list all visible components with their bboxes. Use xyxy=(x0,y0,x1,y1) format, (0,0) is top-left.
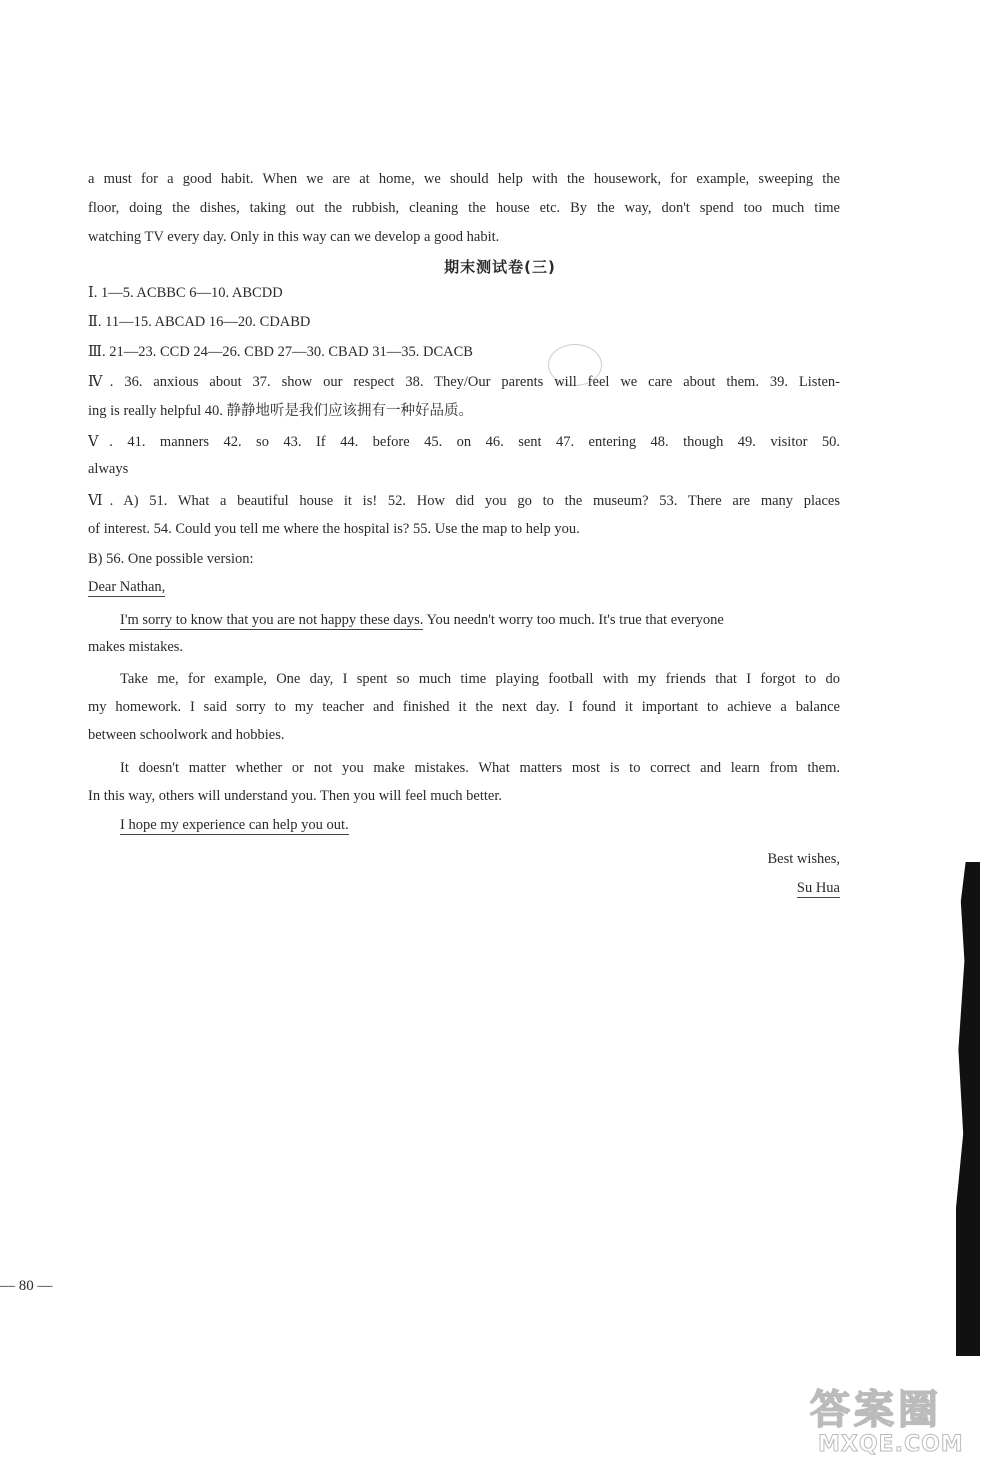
intro-line-1: a must for a good habit. When we are at home, we should help with the housework, for example, sweeping the xyxy=(88,171,840,187)
site-watermark xyxy=(810,1378,995,1468)
letter-p3-line-1: It doesn't matter whether or not you make mistakes. What matters most is to correct and learn from them. xyxy=(120,760,840,776)
letter-p3-line-2: In this way, others will understand you. Then you will feel much better. xyxy=(88,788,502,804)
page-number: — 80 — xyxy=(0,1278,53,1294)
letter-p4 xyxy=(120,816,840,834)
intro-line-3: watching TV every day. Only in this way can we develop a good habit. xyxy=(88,229,500,245)
letter-p1-line-1 xyxy=(120,611,840,629)
letter-signature xyxy=(88,879,840,897)
letter-greeting-text: Dear Nathan, xyxy=(88,579,166,595)
letter-p2-line-1: Take me, for example, One day, I spent so much time playing football with my friends that I forgot to do xyxy=(120,671,840,687)
letter-p1-underlined: I'm sorry to know that you are not happy these days. xyxy=(120,612,424,628)
answer-part-4-line-2: ing is really helpful 40. 静静地听是我们应该拥有一种好品质。 xyxy=(88,403,474,419)
letter-p1-rest: You needn't worry too much. It's true that everyone xyxy=(423,612,724,628)
letter-closing xyxy=(88,850,840,868)
letter-p2-line-2: my homework. I said sorry to my teacher and finished it the next day. I found it important to achieve a balance xyxy=(88,699,840,715)
letter-p1-line-2: makes mistakes. xyxy=(88,639,184,655)
answer-part-6-line-1: Ⅵ. A) 51. What a beautiful house it is! 52. How did you go to the museum? 53. There are many places xyxy=(88,493,840,509)
letter-p4-text: I hope my experience can help you out. xyxy=(120,817,349,833)
answer-part-5-line-1: Ⅴ. 41. manners 42. so 43. If 44. before 45. on 46. sent 47. entering 48. though 49. visitor 50. xyxy=(88,434,840,450)
answer-part-4-line-1: Ⅳ. 36. anxious about 37. show our respect 38. They/Our parents will feel we care about them. 39. Listen- xyxy=(88,374,840,390)
answer-part-2: Ⅱ. 11—15. ABCAD 16—20. CDABD xyxy=(88,314,311,330)
answer-part-1: Ⅰ. 1—5. ACBBC 6—10. ABCDD xyxy=(88,285,283,301)
scan-shadow-edge xyxy=(956,862,980,1356)
letter-closing-text: Best wishes, xyxy=(767,851,840,867)
answer-part-3: Ⅲ. 21—23. CCD 24—26. CBD 27—30. CBAD 31—35. DCACB xyxy=(88,344,473,360)
section-title: 期末测试卷(三) xyxy=(444,258,556,276)
intro-line-2: floor, doing the dishes, taking out the rubbish, cleaning the house etc. By the way, don't spend too much time xyxy=(88,200,840,216)
letter-greeting xyxy=(88,578,840,596)
watermark-url: MXQE.COM xyxy=(818,1432,964,1457)
letter-signature-text: Su Hua xyxy=(796,880,840,896)
answer-part-6-line-2: of interest. 54. Could you tell me where the hospital is? 55. Use the map to help you. xyxy=(88,521,580,537)
watermark-logo: 答案圈 xyxy=(810,1387,942,1433)
answer-part-5-line-2: always xyxy=(88,461,129,477)
answer-part-6-b: B) 56. One possible version: xyxy=(88,551,254,567)
letter-p2-line-3: between schoolwork and hobbies. xyxy=(88,727,285,743)
